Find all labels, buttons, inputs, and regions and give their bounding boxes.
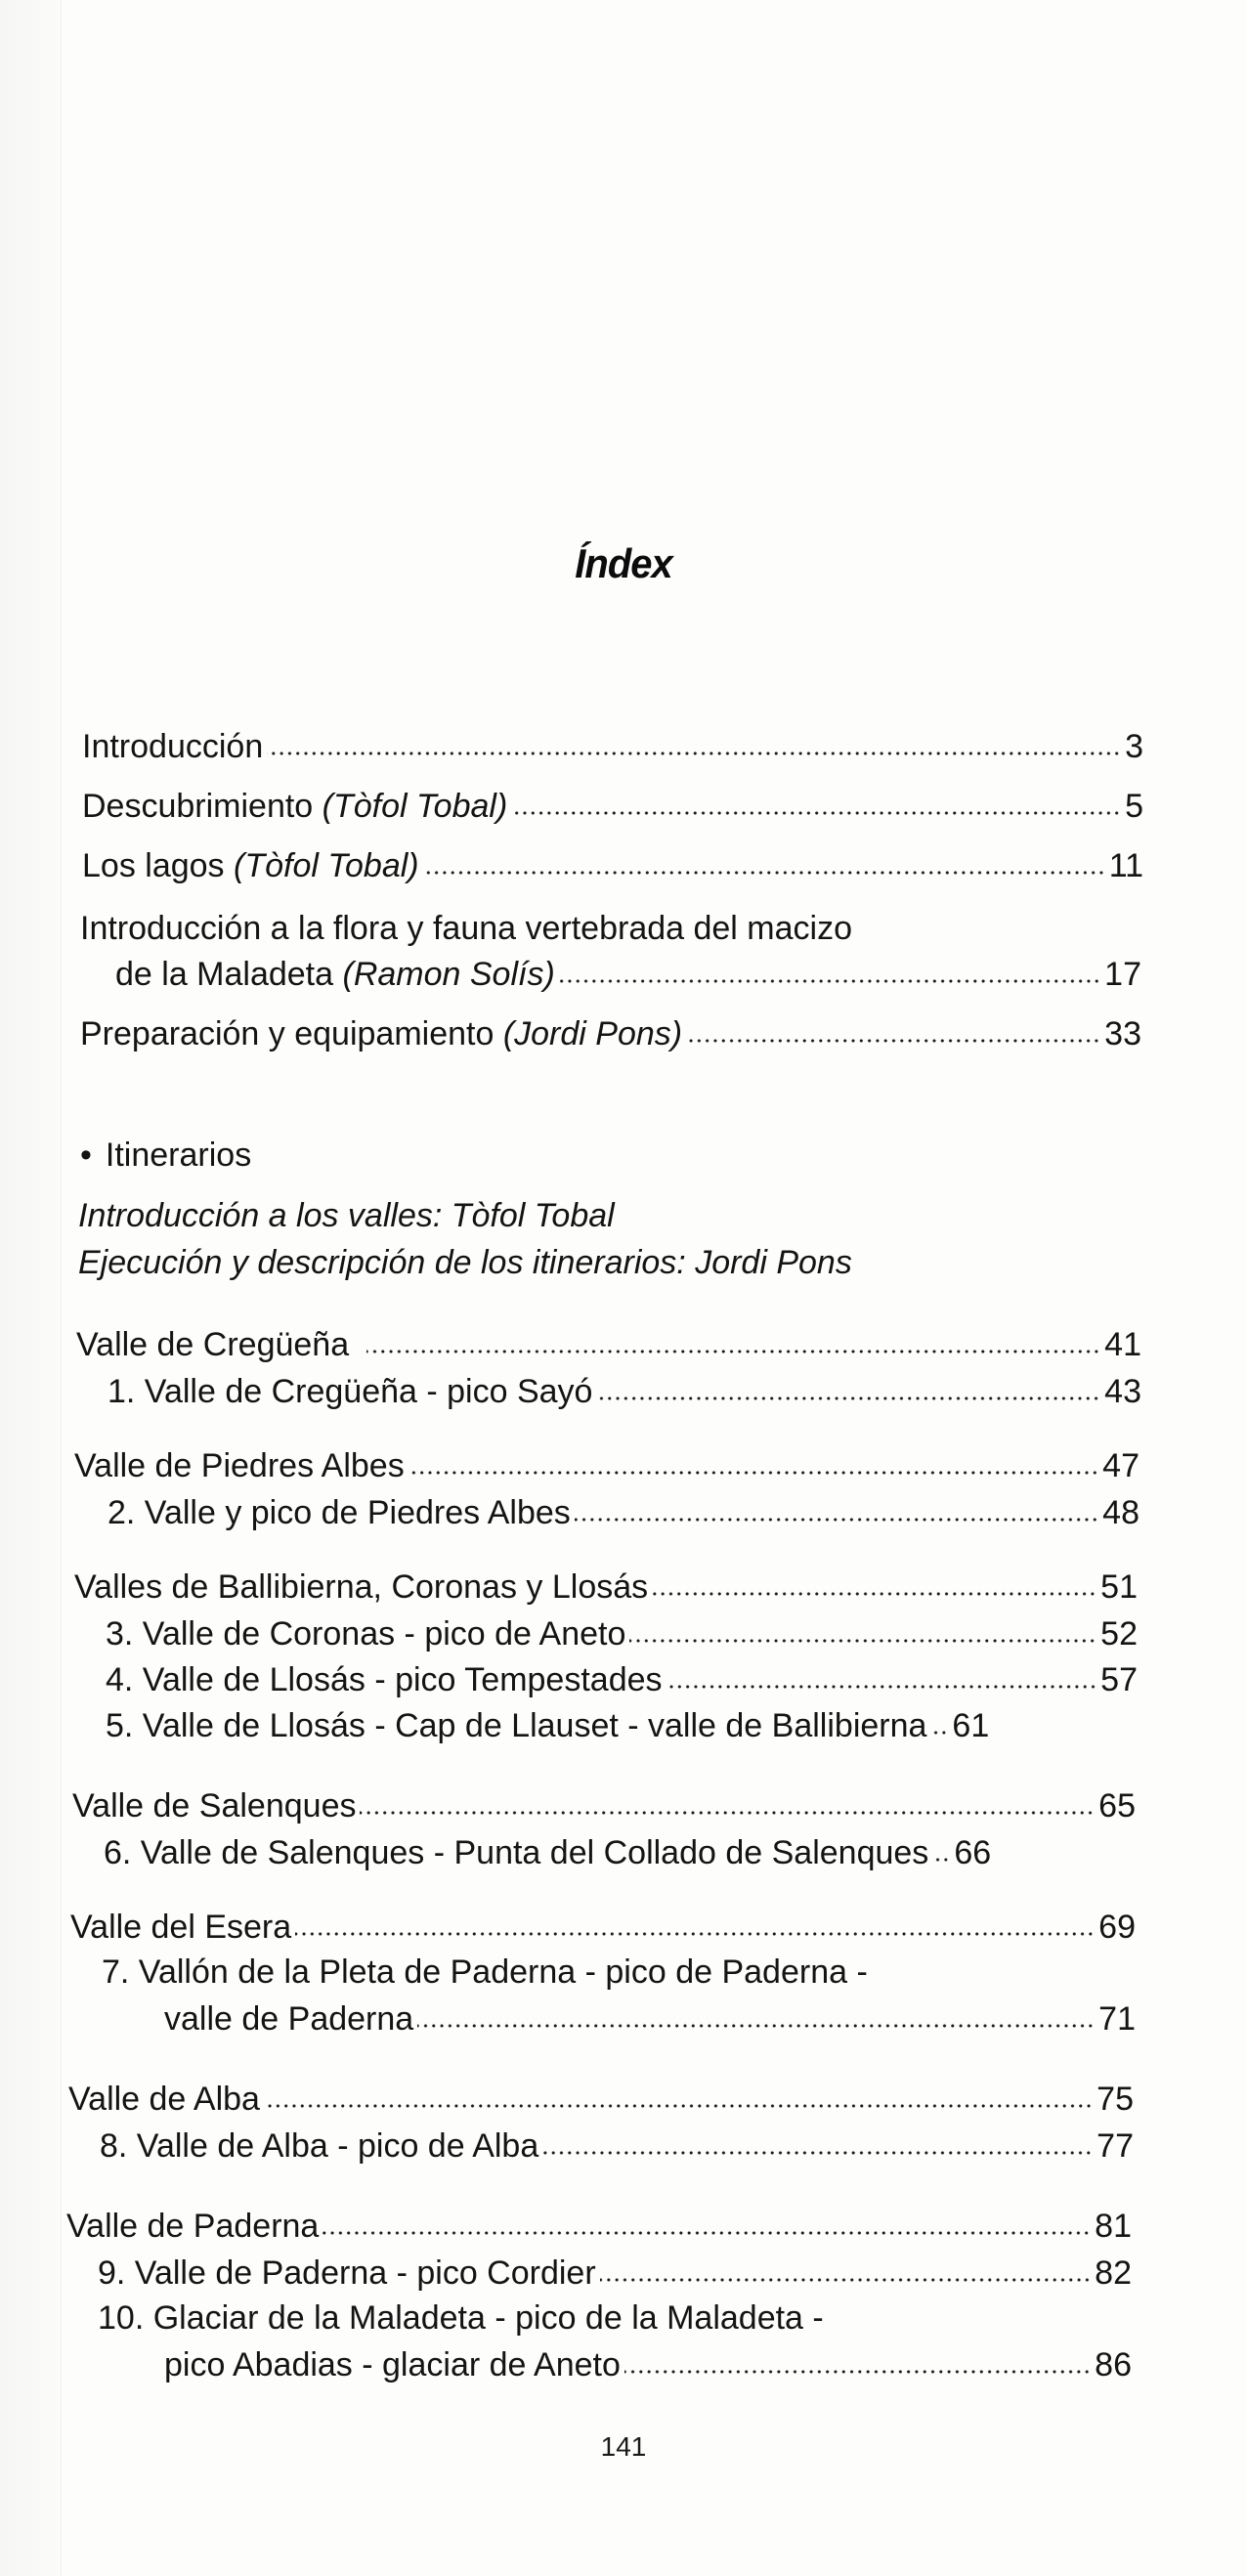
valley-name: Valle de Salenques: [72, 1787, 357, 1825]
toc-entry-author: (Ramon Solís): [342, 956, 555, 993]
dot-leader: [666, 1685, 1097, 1689]
valley-name: Valle de Piedres Albes: [74, 1447, 405, 1484]
toc-entry-author: (Jordi Pons): [502, 1015, 683, 1052]
bullet-icon: •: [80, 1137, 92, 1174]
valley-page: 75: [1096, 2081, 1134, 2118]
dot-leader: [423, 871, 1105, 875]
dot-leader: [600, 2278, 1092, 2282]
dot-leader: [542, 2151, 1093, 2155]
dot-leader: [360, 1811, 1095, 1815]
route-label: pico Abadias - glaciar de Aneto: [164, 2346, 621, 2383]
valley-name: Valle de Alba: [68, 2081, 260, 2118]
toc-valley[interactable]: [68, 2078, 1134, 2121]
toc-route[interactable]: [164, 2343, 1132, 2386]
toc-entry-page: 17: [1104, 956, 1141, 993]
dot-leader: [366, 1350, 1100, 1353]
route-label-line1: 10. Glaciar de la Maladeta - pico de la Maladeta -: [98, 2299, 824, 2337]
credit-line: Introducción a los valles: Tòfol Tobal: [78, 1197, 615, 1234]
dot-leader: [932, 1858, 950, 1862]
toc-valley[interactable]: [66, 2205, 1132, 2248]
dot-leader: [267, 751, 1121, 755]
toc-entry-page: 5: [1125, 788, 1143, 825]
valley-page: 81: [1095, 2208, 1132, 2245]
valley-name: Valle del Esera: [70, 1909, 292, 1946]
route-page: 52: [1100, 1615, 1138, 1653]
valley-page: 65: [1098, 1787, 1136, 1825]
toc-entry-author: (Tòfol Tobal): [322, 788, 508, 825]
dot-leader: [295, 1932, 1095, 1936]
toc-route[interactable]: [164, 1997, 1136, 2040]
valley-name: Valles de Ballibierna, Coronas y Llosás: [74, 1568, 649, 1606]
toc-entry[interactable]: [82, 844, 1143, 887]
dot-leader: [652, 1592, 1096, 1596]
toc-entry-title: de la Maladeta: [115, 956, 343, 993]
route-label: 4. Valle de Llosás - pico Tempestades: [106, 1661, 663, 1698]
toc-entry-title: Los lagos: [82, 847, 234, 884]
toc-valley[interactable]: [70, 1906, 1136, 1949]
dot-leader: [417, 2024, 1095, 2028]
dot-leader: [511, 811, 1121, 815]
toc-entry[interactable]: [82, 785, 1143, 828]
route-label: 1. Valle de Cregüeña - pico Sayó: [108, 1373, 593, 1410]
toc-entry-page: 3: [1125, 728, 1143, 765]
credit-line: Ejecución y descripción de los itinerarios: Jordi Pons: [78, 1244, 852, 1281]
valley-page: 69: [1098, 1909, 1136, 1946]
toc-valley[interactable]: [72, 1784, 1136, 1827]
route-label: valle de Paderna: [164, 2000, 414, 2038]
route-page: 48: [1102, 1494, 1140, 1531]
toc-entry-title: Introducción: [82, 728, 264, 765]
toc-route[interactable]: [108, 1491, 1140, 1534]
toc-entry-page: 33: [1104, 1015, 1141, 1052]
valley-page: 41: [1104, 1326, 1141, 1363]
toc-route[interactable]: [100, 2125, 1134, 2168]
route-label: 3. Valle de Coronas - pico de Aneto: [106, 1615, 626, 1653]
route-page: 43: [1104, 1373, 1141, 1410]
dot-leader: [408, 1471, 1098, 1475]
dot-leader: [624, 2370, 1091, 2374]
route-label: 9. Valle de Paderna - pico Cordier: [98, 2254, 596, 2292]
toc-route[interactable]: [106, 1704, 1138, 1747]
dot-leader: [629, 1639, 1096, 1643]
toc-route[interactable]: [104, 1831, 1136, 1874]
toc-entry-title-wrap: [82, 785, 507, 828]
route-page: 66: [954, 1834, 992, 1871]
valley-page: 47: [1102, 1447, 1140, 1484]
page-number: 141: [600, 2431, 647, 2462]
dot-leader: [559, 979, 1100, 983]
toc-entry-title-wrap: [115, 953, 555, 996]
toc-entry-title: Descubrimiento: [82, 788, 322, 825]
valley-page: 51: [1100, 1568, 1138, 1606]
route-label: 2. Valle y pico de Piedres Albes: [108, 1494, 571, 1531]
route-page: 77: [1096, 2127, 1134, 2165]
toc-entry-author: (Tòfol Tobal): [234, 847, 419, 884]
dot-leader: [575, 1518, 1098, 1522]
dot-leader: [596, 1396, 1100, 1400]
route-label: 6. Valle de Salenques - Punta del Collado de Salenques: [104, 1834, 929, 1871]
valley-name: Valle de Cregüeña: [76, 1326, 350, 1363]
route-label: 8. Valle de Alba - pico de Alba: [100, 2127, 539, 2165]
toc-entry-title-wrap: [80, 1012, 682, 1055]
toc-route[interactable]: [108, 1370, 1141, 1413]
toc-entry[interactable]: [82, 725, 1143, 768]
dot-leader: [930, 1731, 948, 1735]
route-page: 71: [1098, 2000, 1136, 2038]
route-page: 61: [952, 1707, 990, 1744]
toc-valley[interactable]: [74, 1444, 1140, 1487]
scan-edge: [0, 0, 62, 2576]
toc-entry-page: 11: [1108, 847, 1143, 884]
toc-entry[interactable]: [80, 1012, 1141, 1055]
valley-name: Valle de Paderna: [66, 2208, 320, 2245]
toc-route[interactable]: [106, 1612, 1138, 1655]
toc-entry[interactable]: [115, 953, 1141, 996]
route-page: 57: [1100, 1661, 1138, 1698]
dot-leader: [322, 2231, 1091, 2235]
section-heading-itinerarios: [80, 1134, 251, 1177]
toc-entry-title-line1: Introducción a la flora y fauna vertebrada del macizo: [80, 910, 853, 947]
route-label-line1: 7. Vallón de la Pleta de Paderna - pico de Paderna -: [102, 1953, 868, 1991]
route-page: 86: [1095, 2346, 1132, 2383]
toc-route[interactable]: [106, 1658, 1138, 1701]
toc-valley[interactable]: [76, 1323, 1141, 1366]
route-page: 82: [1095, 2254, 1132, 2292]
dot-leader: [686, 1039, 1100, 1043]
page-title: Índex: [575, 540, 672, 587]
toc-route[interactable]: [98, 2252, 1132, 2295]
dot-leader: [264, 2104, 1093, 2108]
section-heading-label: Itinerarios: [105, 1137, 252, 1174]
toc-valley[interactable]: [74, 1566, 1138, 1609]
toc-entry-title: Preparación y equipamiento: [80, 1015, 503, 1052]
route-label: 5. Valle de Llosás - Cap de Llauset - valle de Ballibierna: [106, 1707, 927, 1744]
toc-entry-title-wrap: [82, 844, 419, 887]
